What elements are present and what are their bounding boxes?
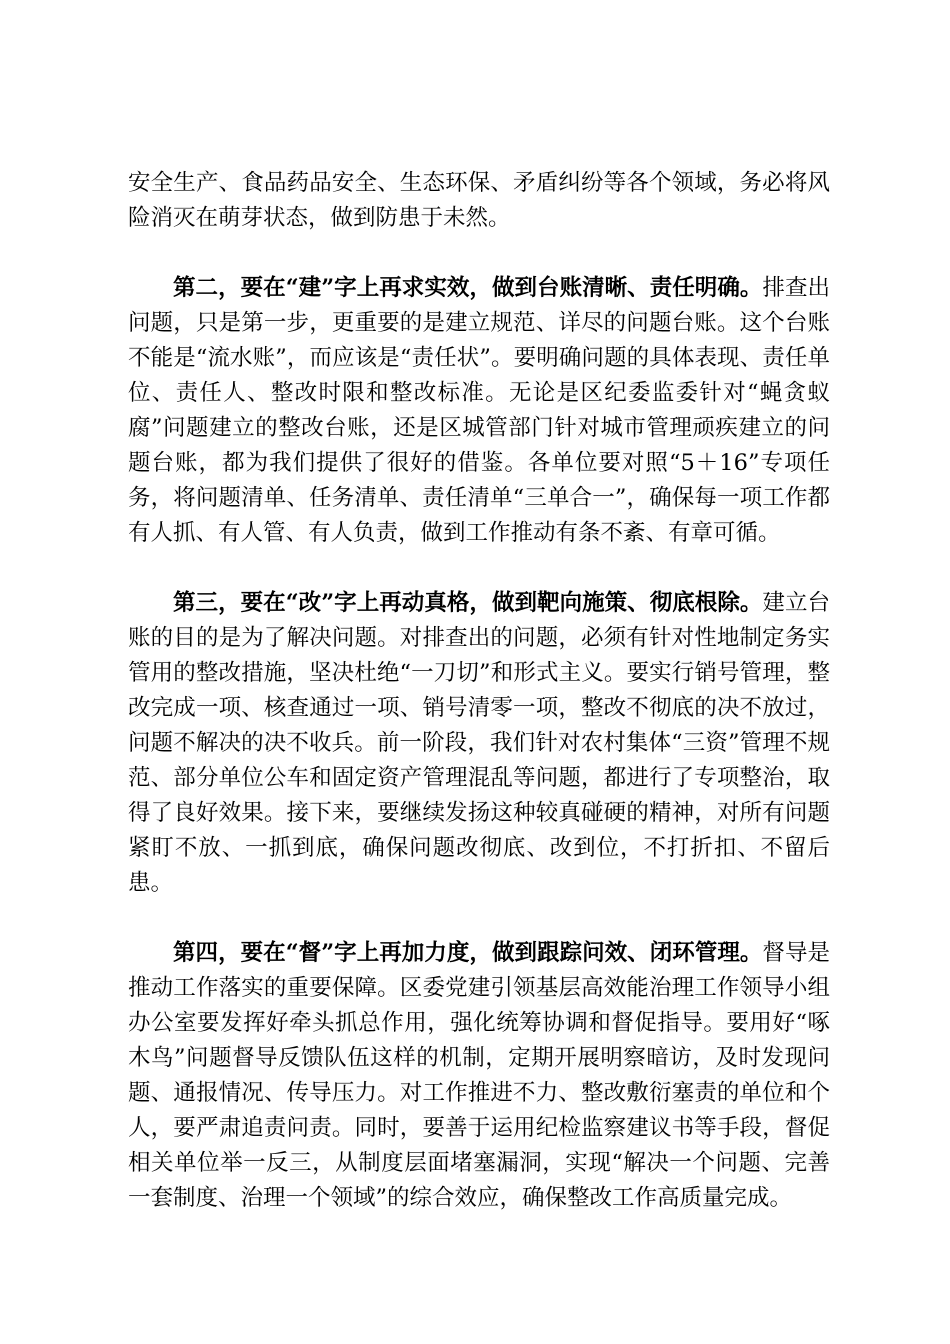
paragraph-text: 建立台账的目的是为了解决问题。对排查出的问题，必须有针对性地制定务实管用的整改措施，坚决杜绝“一刀切”和形式主义。要实行销号管理，整改完成一项、核查通过一项、销号清零一项，整改不彻底的决不放过，问题不解决的决不收兵。前一阶段，我们针对农村集体“三资”管理不规范、部分单位公车和固定资产管理混乱等问题，都进行了专项整治，取得了良好效果。接下来，要继续发扬这种较真碰硬的精神，对所有问题紧盯不放、一抓到底，确保问题改彻底、改到位，不打折扣、不留后患。: [128, 590, 830, 896]
paragraph-fourth-point: [128, 936, 830, 1216]
document-body: [128, 166, 830, 1216]
paragraph-text: 安全生产、食品药品安全、生态环保、矛盾纠纷等各个领域，务必将风险消灭在萌芽状态，做到防患于未然。: [128, 170, 830, 231]
paragraph-heading: 第二，要在“建”字上再求实效，做到台账清晰、责任明确。: [173, 275, 763, 301]
paragraph-third-point: [128, 586, 830, 901]
paragraph-continuation: [128, 166, 830, 236]
paragraph-heading: 第三，要在“改”字上再动真格，做到靶向施策、彻底根除。: [173, 590, 763, 616]
paragraph-text: 排查出问题，只是第一步，更重要的是建立规范、详尽的问题台账。这个台账不能是“流水账”，而应该是“责任状”。要明确问题的具体表现、责任单位、责任人、整改时限和整改标准。无论是区纪委监委针对“蝇贪蚁腐”问题建立的整改台账，还是区城管部门针对城市管理顽疾建立的问题台账，都为我们提供了很好的借鉴。各单位要对照“5＋16”专项任务，将问题清单、任务清单、责任清单“三单合一”，确保每一项工作都有人抓、有人管、有人负责，做到工作推动有条不紊、有章可循。: [128, 275, 830, 546]
paragraph-second-point: [128, 271, 830, 551]
paragraph-heading: 第四，要在“督”字上再加力度，做到跟踪问效、闭环管理。: [173, 940, 763, 966]
paragraph-text: 督导是推动工作落实的重要保障。区委党建引领基层高效能治理工作领导小组办公室要发挥好牵头抓总作用，强化统筹协调和督促指导。要用好“啄木鸟”问题督导反馈队伍这样的机制，定期开展明察暗访，及时发现问题、通报情况、传导压力。对工作推进不力、整改敷衍塞责的单位和个人，要严肃追责问责。同时，要善于运用纪检监察建议书等手段，督促相关单位举一反三，从制度层面堵塞漏洞，实现“解决一个问题、完善一套制度、治理一个领域”的综合效应，确保整改工作高质量完成。: [128, 940, 830, 1211]
